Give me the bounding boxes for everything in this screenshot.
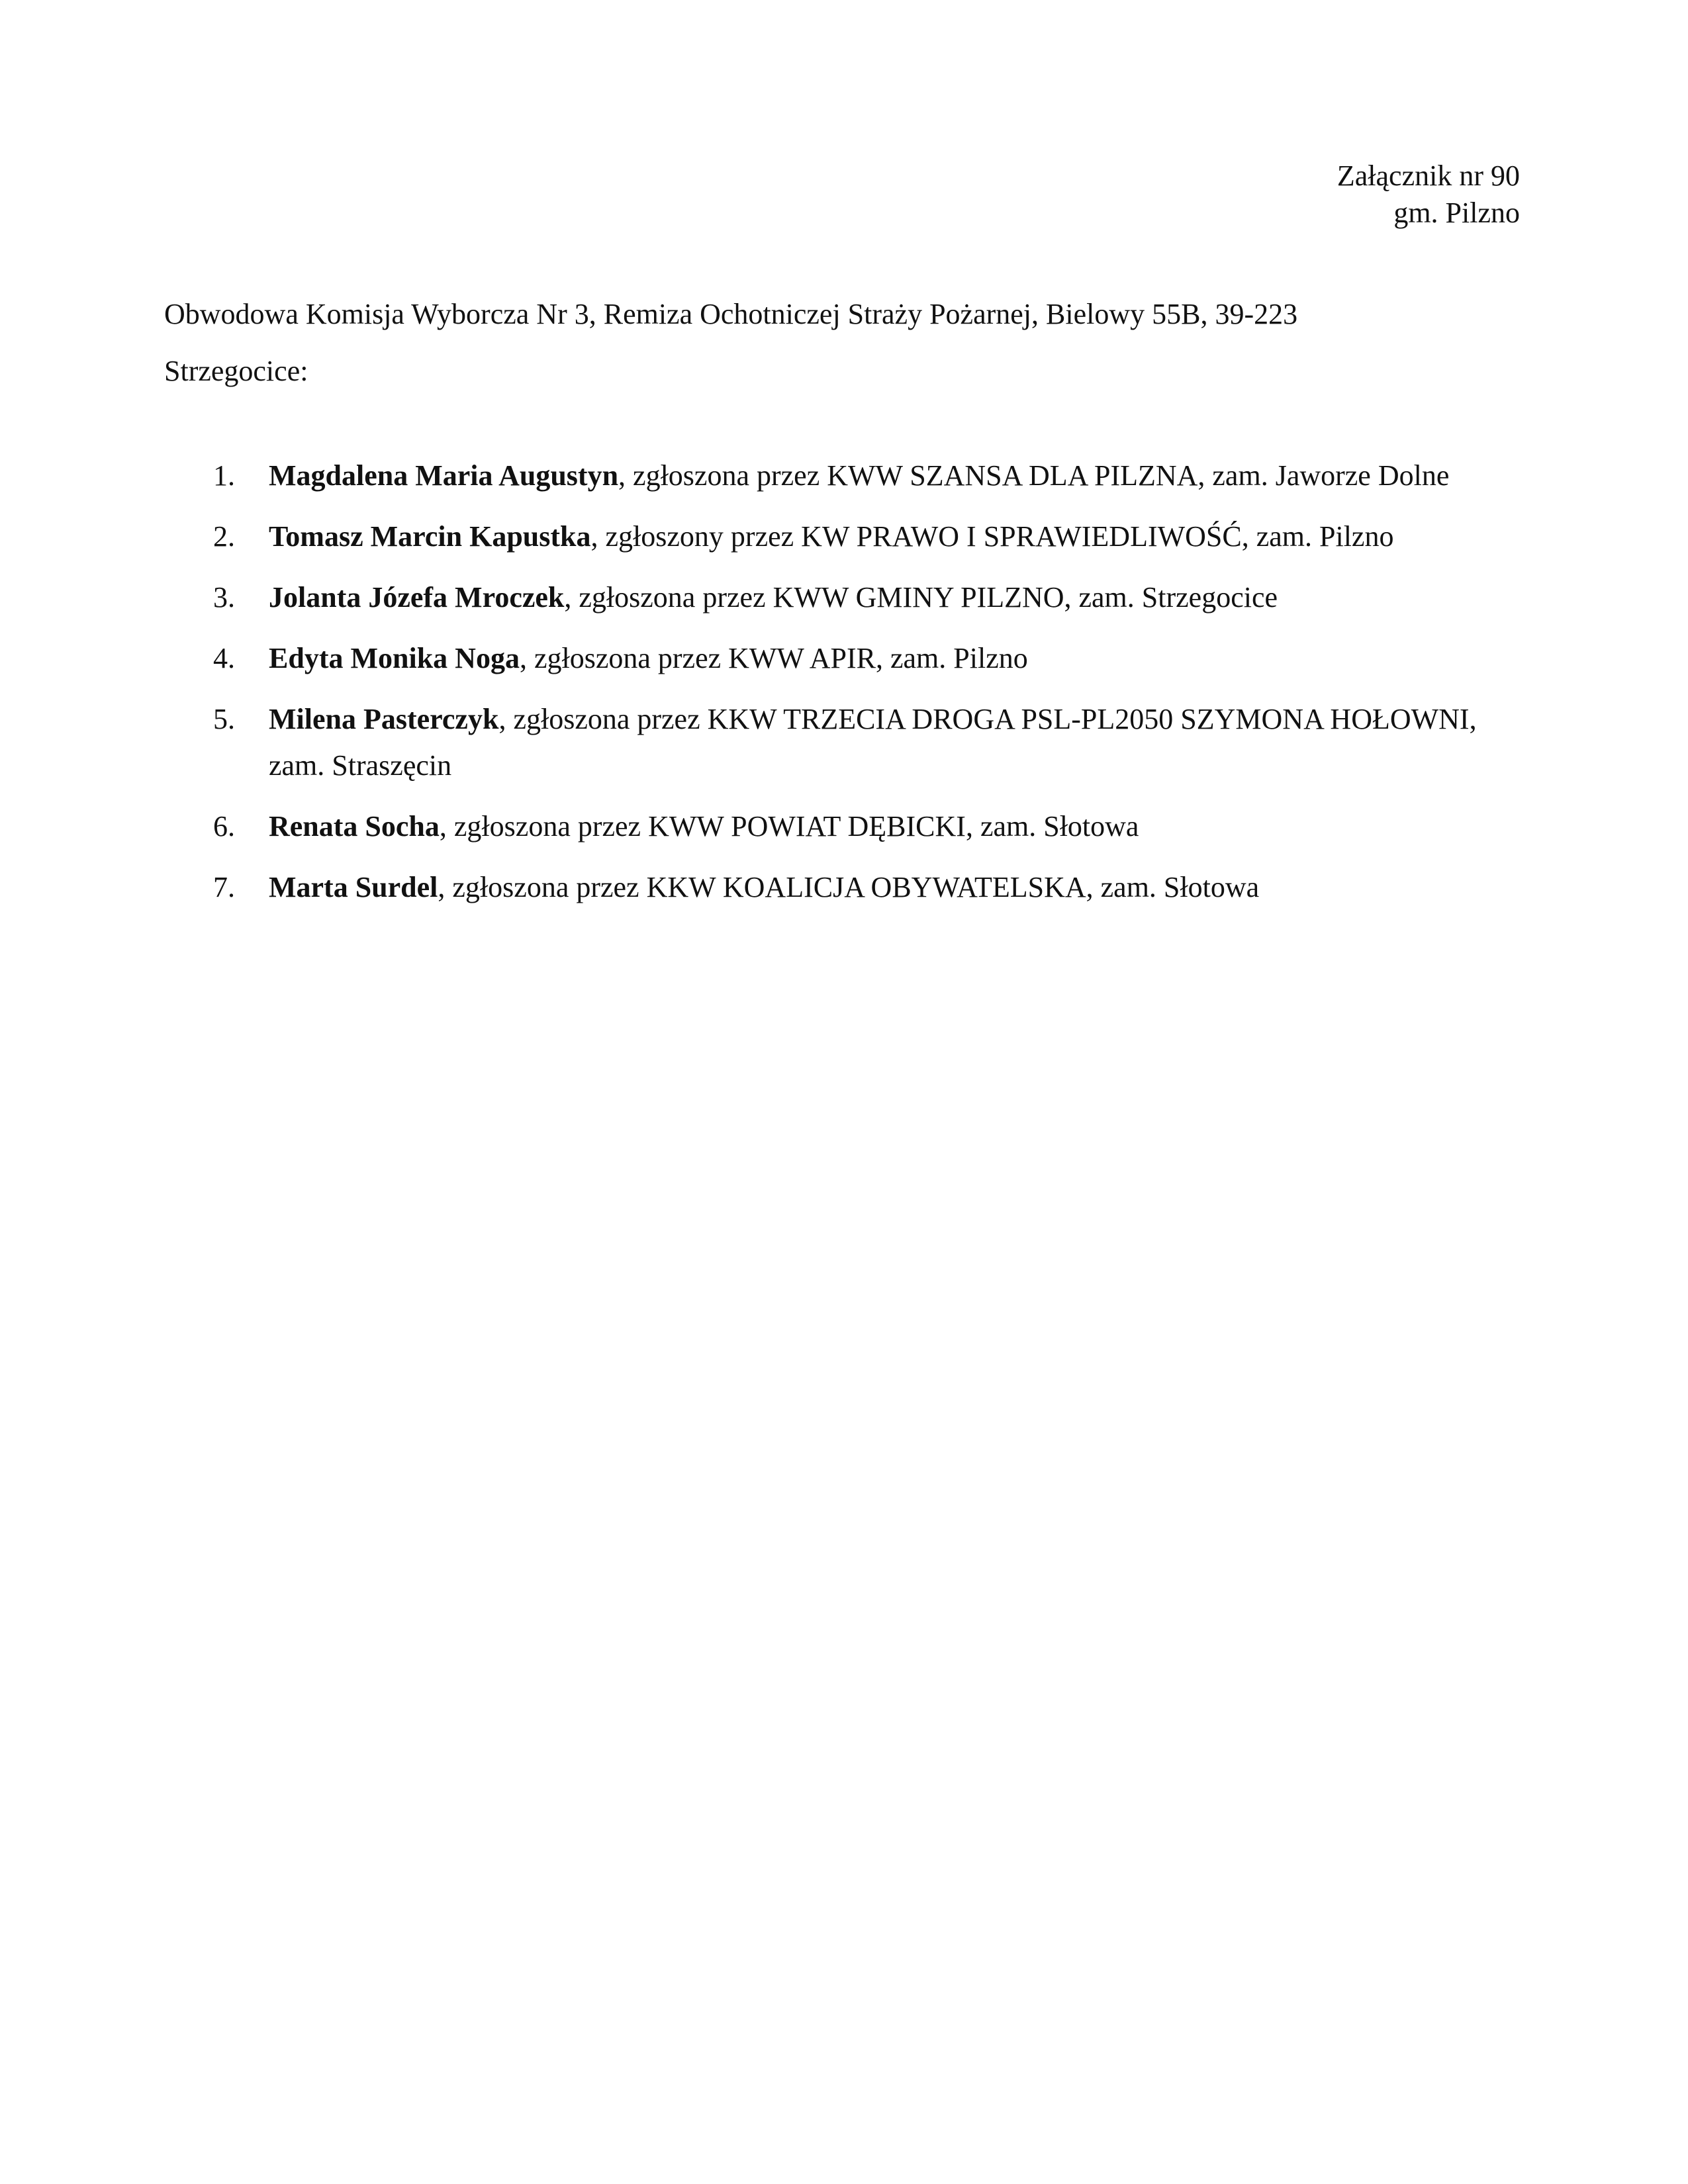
member-details: , zgłoszona przez KKW KOALICJA OBYWATELSKA, zam. Słotowa <box>438 871 1260 903</box>
member-name: Jolanta Józefa Mroczek <box>269 581 565 614</box>
member-details: , zgłoszona przez KWW GMINY PILZNO, zam. Strzegocice <box>564 581 1278 614</box>
annex-number: Załącznik nr 90 <box>1336 159 1520 192</box>
municipality-name: gm. Pilzno <box>1393 197 1520 229</box>
member-list-item <box>164 864 1495 911</box>
member-number: 6. <box>213 810 235 842</box>
member-list-item <box>164 635 1495 682</box>
commission-description: Obwodowa Komisja Wyborcza Nr 3, Remiza Ochotniczej Straży Pożarnej, Bielowy 55B, 39-223 Strzegocice: <box>164 298 1298 387</box>
member-name: Marta Surdel <box>269 871 438 903</box>
member-details: , zgłoszona przez KWW APIR, zam. Pilzno <box>519 642 1028 674</box>
member-name: Milena Pasterczyk <box>269 703 499 735</box>
member-list-item <box>164 453 1495 499</box>
member-list-item <box>164 574 1495 621</box>
member-number: 1. <box>213 459 235 492</box>
member-number: 5. <box>213 703 235 735</box>
member-number: 2. <box>213 520 235 553</box>
member-list-item <box>164 696 1495 789</box>
member-number: 4. <box>213 642 235 674</box>
member-name: Tomasz Marcin Kapustka <box>269 520 591 553</box>
member-name: Magdalena Maria Augustyn <box>269 459 619 492</box>
member-details: , zgłoszona przez KWW SZANSA DLA PILZNA, zam. Jaworze Dolne <box>618 459 1450 492</box>
member-list-item <box>164 514 1495 560</box>
member-name: Edyta Monika Noga <box>269 642 520 674</box>
member-list-item <box>164 803 1495 850</box>
member-details: , zgłoszona przez KKW TRZECIA DROGA PSL-PL2050 SZYMONA HOŁOWNI, zam. Straszęcin <box>269 703 1477 782</box>
member-number: 7. <box>213 871 235 903</box>
annex-header <box>1337 158 1520 232</box>
member-number: 3. <box>213 581 235 614</box>
member-details: , zgłoszona przez KWW POWIAT DĘBICKI, zam. Słotowa <box>439 810 1139 842</box>
member-list <box>164 453 1495 925</box>
member-name: Renata Socha <box>269 810 440 842</box>
member-details: , zgłoszony przez KW PRAWO I SPRAWIEDLIWOŚĆ, zam. Pilzno <box>590 520 1394 553</box>
